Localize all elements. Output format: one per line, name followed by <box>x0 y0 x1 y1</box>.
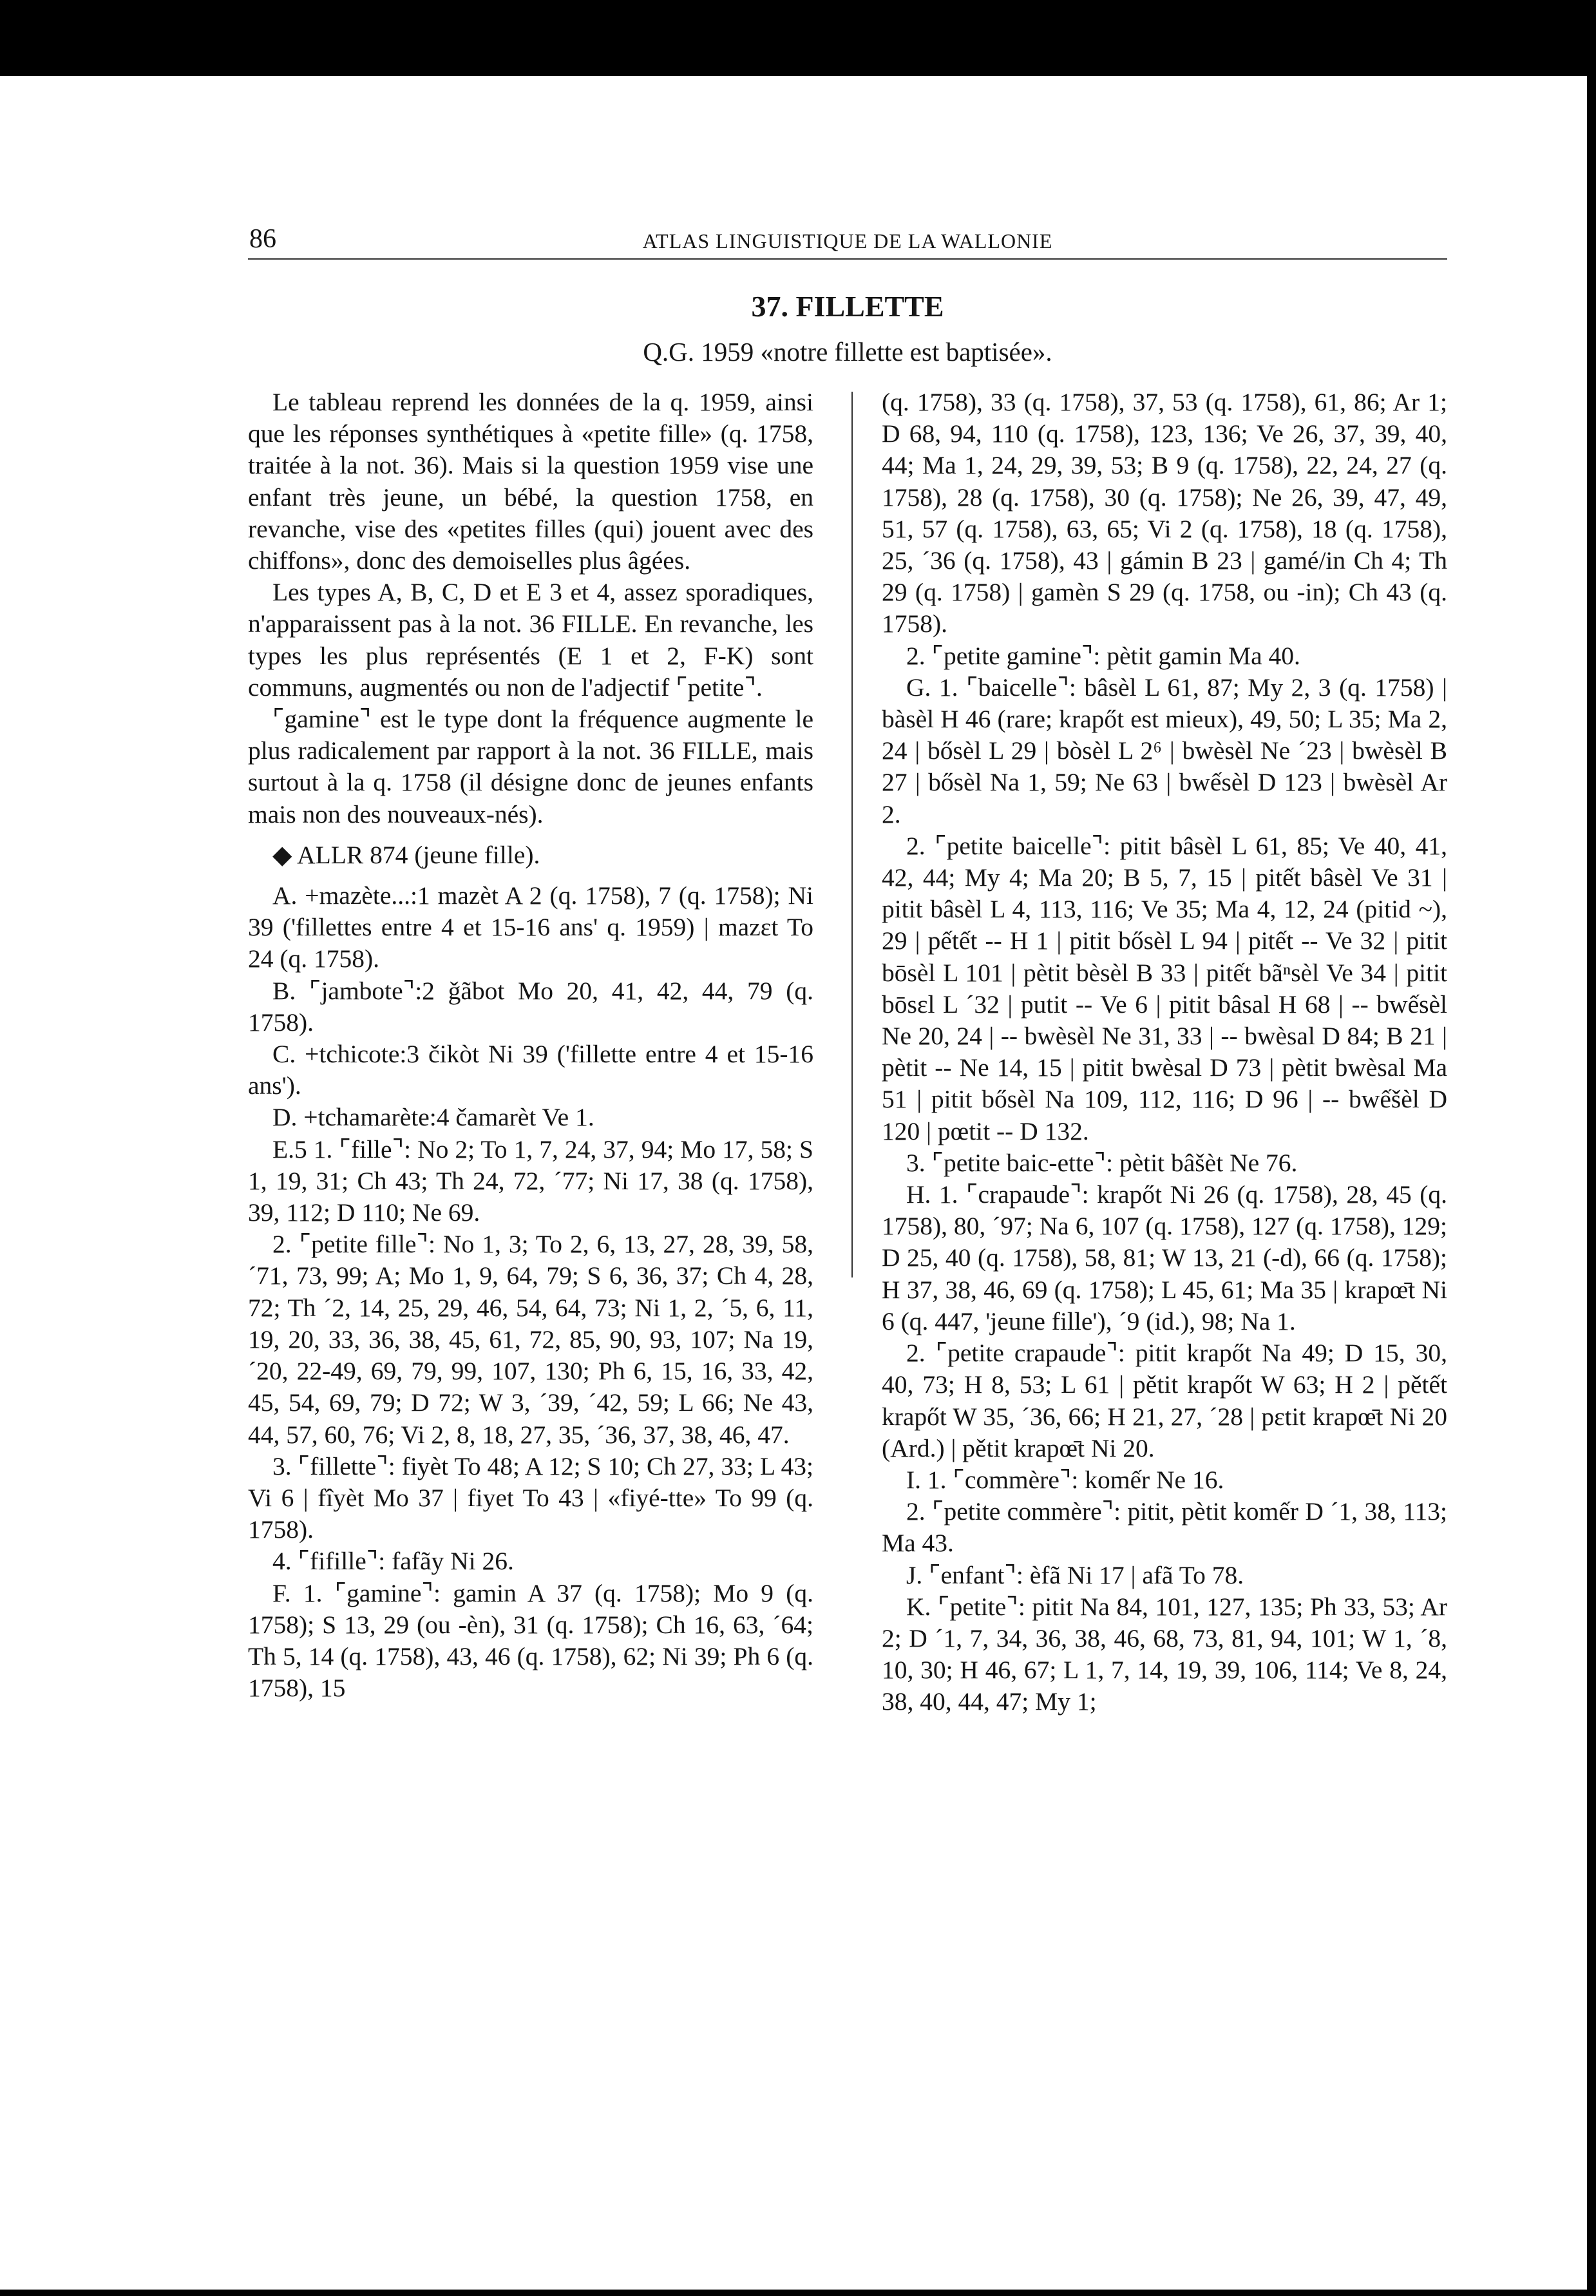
page <box>248 222 1447 1718</box>
paragraph: G. 1. ⌜baicelle⌝: bâsèl L 61, 87; My 2, 3 (q. 1758) | bàsèl H 46 (rare; krapőt est mieux), 49, 50; L 35; Ma 2, 24 | bősèl L 29 | bòsèl L 2⁶ | bwèsèl Ne ´23 | bwèsèl B 27 | bősèl Na 1, 59; Ne 63 | bwếsèl D 123 | bwèsèl Ar 2. <box>882 673 1447 828</box>
paragraph: 2. ⌜petite crapaude⌝: pitit krapőt Na 49; D 15, 30, 40, 73; H 8, 53; L 61 | pětit krapőt W 63; H 2 | pětết krapőt W 35, ´36, 66; H 21, 27, ´28 | pɛtit krapœ̄t Ni 20 (Ard.) | pětit krapœ̄t Ni 20. <box>882 1339 1447 1462</box>
paragraph: 2. ⌜petite commère⌝: pitit, pètit komếr D ´1, 38, 113; Ma 43. <box>882 1497 1447 1558</box>
paragraph: Les types A, B, C, D et E 3 et 4, assez sporadiques, n'apparaissent pas à la not. 36 FILLE. En revanche, les types les plus représentés (E 1 et 2, F-K) sont communs, augmentés ou non de l'adjectif ⌜petite⌝. <box>248 578 813 702</box>
paragraph: J. ⌜enfant⌝: èfã Ni 17 | afã To 78. <box>906 1560 1244 1589</box>
paragraph: ◆ ALLR 874 (jeune fille). <box>272 840 540 869</box>
page-number: 86 <box>249 224 276 254</box>
paragraph: H. 1. ⌜crapaude⌝: krapőt Ni 26 (q. 1758), 28, 45 (q. 1758), 80, ´97; Na 6, 107 (q. 1758), 127 (q. 1758), 129; D 25, 40 (q. 1758), 58, 81; W 13, 21 (-d), 66 (q. 1758); H 37, 38, 46, 69 (q. 1758); L 45, 61; Ma 35 | krapœ̄t Ni 6 (q. 447, 'jeune fille'), ´9 (id.), 98; Na 1. <box>882 1180 1447 1335</box>
running-title: ATLAS LINGUISTIQUE DE LA WALLONIE <box>642 229 1053 253</box>
article-title: 37. FILLETTE <box>751 290 944 323</box>
paragraph: F. 1. ⌜gamine⌝: gamin A 37 (q. 1758); Mo 9 (q. 1758); S 13, 29 (ou -èn), 31 (q. 1758); Ch 16, 63, ´64; Th 5, 14 (q. 1758), 43, 46 (q. 1758), 62; Ni 39; Ph 6 (q. 1758), 15 <box>248 1578 813 1703</box>
paragraph: K. ⌜petite⌝: pitit Na 84, 101, 127, 135; Ph 33, 53; Ar 2; D ´1, 7, 34, 36, 38, 46, 68, 73, 81, 94, 101; W 1, ´8, 10, 30; H 46, 67; L 1, 7, 14, 19, 39, 106, 114; Ve 8, 24, 38, 40, 44, 47; My 1; <box>882 1592 1447 1716</box>
column-divider <box>851 392 853 1277</box>
two-column-body <box>248 387 1447 1718</box>
paragraph: I. 1. ⌜commère⌝: komếr Ne 16. <box>906 1465 1224 1494</box>
paragraph: A. +mazète...:1 mazèt A 2 (q. 1758), 7 (q. 1758); Ni 39 ('fillettes entre 4 et 15-16 ans' q. 1959) | mazɛt To 24 (q. 1758). <box>248 881 813 973</box>
paragraph: (q. 1758), 33 (q. 1758), 37, 53 (q. 1758), 61, 86; Ar 1; D 68, 94, 110 (q. 1758), 123, 136; Ve 26, 37, 39, 40, 44; Ma 1, 24, 29, 39, 53; B 9 (q. 1758), 22, 24, 27 (q. 1758), 28 (q. 1758), 30 (q. 1758); Ne 26, 39, 47, 49, 51, 57 (q. 1758), 63, 65; Vi 2 (q. 1758), 18 (q. 1758), 25, ´36 (q. 1758), 43 | gámin B 23 | gamé/in Ch 4; Th 29 (q. 1758) | gamèn S 29 (q. 1758, ou -in); Ch 43 (q. 1758). <box>882 388 1447 638</box>
paragraph: 2. ⌜petite fille⌝: No 1, 3; To 2, 6, 13, 27, 28, 39, 58, ´71, 73, 99; A; Mo 1, 9, 64, 79; S 6, 36, 37; Ch 4, 28, 72; Th ´2, 14, 25, 29, 46, 54, 64, 73; Ni 1, 2, ´5, 6, 11, 19, 20, 33, 36, 38, 45, 61, 72, 85, 90, 93, 107; Na 19, ´20, 22-49, 69, 79, 99, 107, 130; Ph 6, 15, 16, 33, 42, 45, 54, 69, 79; D 72; W 3, ´39, ´42, 59; L 66; Ne 43, 44, 57, 60, 76; Vi 2, 8, 18, 27, 35, ´36, 37, 38, 46, 47. <box>248 1230 813 1449</box>
paragraph: C. +tchicote:3 čikòt Ni 39 ('fillette entre 4 et 15-16 ans'). <box>248 1040 813 1100</box>
scan-border-top <box>0 0 1596 76</box>
right-column <box>882 387 1447 1718</box>
paragraph: 4. ⌜fifille⌝: fafãy Ni 26. <box>272 1547 514 1576</box>
scan-border-right <box>1587 0 1596 2296</box>
paragraph: ⌜gamine⌝ est le type dont la fréquence augmente le plus radicalement par rapport à la not. 36 FILLE, mais surtout à la q. 1758 (il désigne donc de jeunes enfants mais non des nouveaux-nés). <box>248 705 813 828</box>
paragraph: D. +tchamarète:4 čamarèt Ve 1. <box>272 1103 594 1132</box>
scan-border-bottom <box>0 2290 1596 2296</box>
article-subtitle: Q.G. 1959 «notre fillette est baptisée». <box>643 337 1052 367</box>
paragraph: 3. ⌜fillette⌝: fiyèt To 48; A 12; S 10; Ch 27, 33; L 43; Vi 6 | fîyèt Mo 37 | fiyet To 43 | «fiyé-tte» To 99 (q. 1758). <box>248 1451 813 1544</box>
paragraph: E.5 1. ⌜fille⌝: No 2; To 1, 7, 24, 37, 94; Mo 17, 58; S 1, 19, 31; Ch 43; Th 24, 72, ´77; Ni 17, 38 (q. 1758), 39, 112; D 110; Ne 69. <box>248 1134 813 1227</box>
paragraph: 3. ⌜petite baic-ette⌝: pètit bâšèt Ne 76. <box>906 1148 1298 1177</box>
paragraph: B. ⌜jambote⌝:2 ǧãbot Mo 20, 41, 42, 44, 79 (q. 1758). <box>248 976 813 1037</box>
page-header <box>248 222 1447 260</box>
paragraph: Le tableau reprend les données de la q. 1959, ainsi que les réponses synthétiques à «petite fille» (q. 1758, traitée à la not. 36). Mais si la question 1959 vise une enfant très jeune, un bébé, la question 1758, en revanche, vise des «petites filles (qui) jouent avec des chiffons», donc des demoiselles plus âgées. <box>248 388 813 575</box>
left-column <box>248 387 813 1718</box>
paragraph: 2. ⌜petite baicelle⌝: pitit bâsèl L 61, 85; Ve 40, 41, 42, 44; My 4; Ma 20; B 5, 7, 15 | pitết bâsèl Ve 31 | pitit bâsèl L 4, 113, 116; Ve 35; Ma 4, 12, 24 (pitid ~), 29 | pếtết -- H 1 | pitit bősèl L 94 | pitết -- Ve 32 | pitit bōsèl L 101 | pètit bèsèl B 33 | pitết bãⁿsèl Ve 34 | pitit bōsɛl L ´32 | putit -- Ve 6 | pitit bâsal H 68 | -- bwếsèl Ne 20, 24 | -- bwèsèl Ne 31, 33 | -- bwèsal D 84; B 21 | pètit -- Ne 14, 15 | pitit bwèsal D 73 | pètit bwèsal Ma 51 | pitit bősèl Na 109, 112, 116; D 96 | -- bwếšèl D 120 | pœtit -- D 132. <box>882 831 1447 1145</box>
paragraph: 2. ⌜petite gamine⌝: pètit gamin Ma 40. <box>906 641 1300 670</box>
